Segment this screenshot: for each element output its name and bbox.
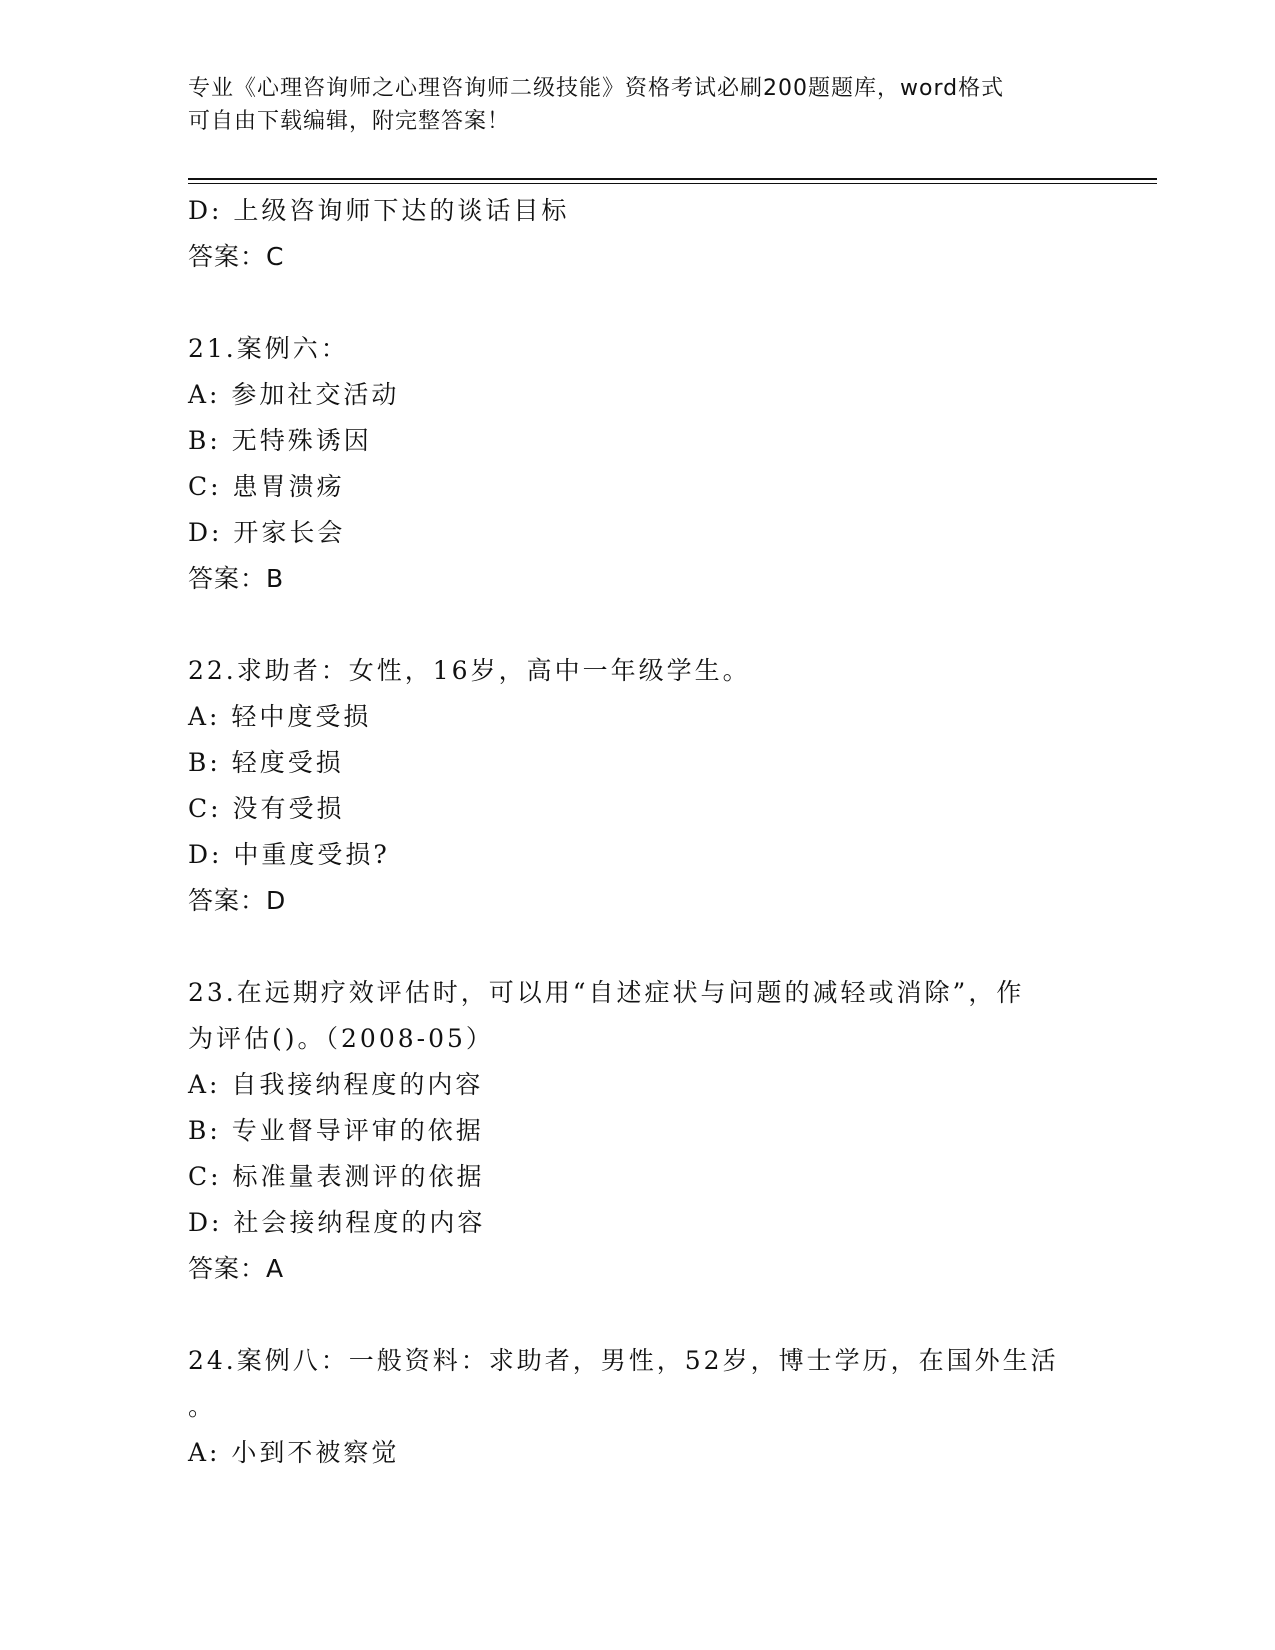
option-a: A: 参加社交活动 xyxy=(188,380,400,409)
question-23 xyxy=(188,970,1088,1292)
question-24 xyxy=(188,1338,1088,1476)
question-title-line-2: 。 xyxy=(188,1392,217,1421)
option-c: C: 标准量表测评的依据 xyxy=(188,1162,485,1191)
option-b: B: 专业督导评审的依据 xyxy=(188,1116,484,1145)
option-b: B: 轻度受损 xyxy=(188,748,344,777)
option-a: A: 轻中度受损 xyxy=(188,702,372,731)
question-title: 21.案例六： xyxy=(188,334,349,363)
option-c: C: 患胃溃疡 xyxy=(188,472,345,501)
question-title-line-1: 24.案例八：一般资料：求助者，男性，52岁，博士学历，在国外生活 xyxy=(188,1346,1059,1375)
header-line-1: 专业《心理咨询师之心理咨询师二级技能》资格考试必刷200题题库，word格式 xyxy=(188,76,1005,101)
answer-line: 答案：C xyxy=(188,242,285,271)
header-divider-thick xyxy=(188,178,1157,180)
question-list xyxy=(188,188,1088,1476)
answer-line: 答案：A xyxy=(188,1254,285,1283)
header-divider-thin xyxy=(188,183,1157,184)
question-title: 22.求助者：女性，16岁，高中一年级学生。 xyxy=(188,656,751,685)
option-d: D: 开家长会 xyxy=(188,518,346,547)
option-a: A: 自我接纳程度的内容 xyxy=(188,1070,484,1099)
question-title-line-1: 23.在远期疗效评估时，可以用“自述症状与问题的减轻或消除”，作 xyxy=(188,978,1025,1007)
option-d: D: 上级咨询师下达的谈话目标 xyxy=(188,196,570,225)
option-d: D: 中重度受损? xyxy=(188,840,390,869)
answer-line: 答案：B xyxy=(188,564,285,593)
answer-line: 答案：D xyxy=(188,886,287,915)
previous-question-tail xyxy=(188,188,1088,280)
question-22 xyxy=(188,648,1088,924)
option-c: C: 没有受损 xyxy=(188,794,345,823)
header-line-2: 可自由下载编辑，附完整答案！ xyxy=(188,109,511,134)
question-21 xyxy=(188,326,1088,602)
option-a: A: 小到不被察觉 xyxy=(188,1438,400,1467)
question-title-line-2: 为评估()。（2008-05） xyxy=(188,1024,494,1053)
option-b: B: 无特殊诱因 xyxy=(188,426,372,455)
document-header xyxy=(188,72,1088,138)
option-d: D: 社会接纳程度的内容 xyxy=(188,1208,486,1237)
